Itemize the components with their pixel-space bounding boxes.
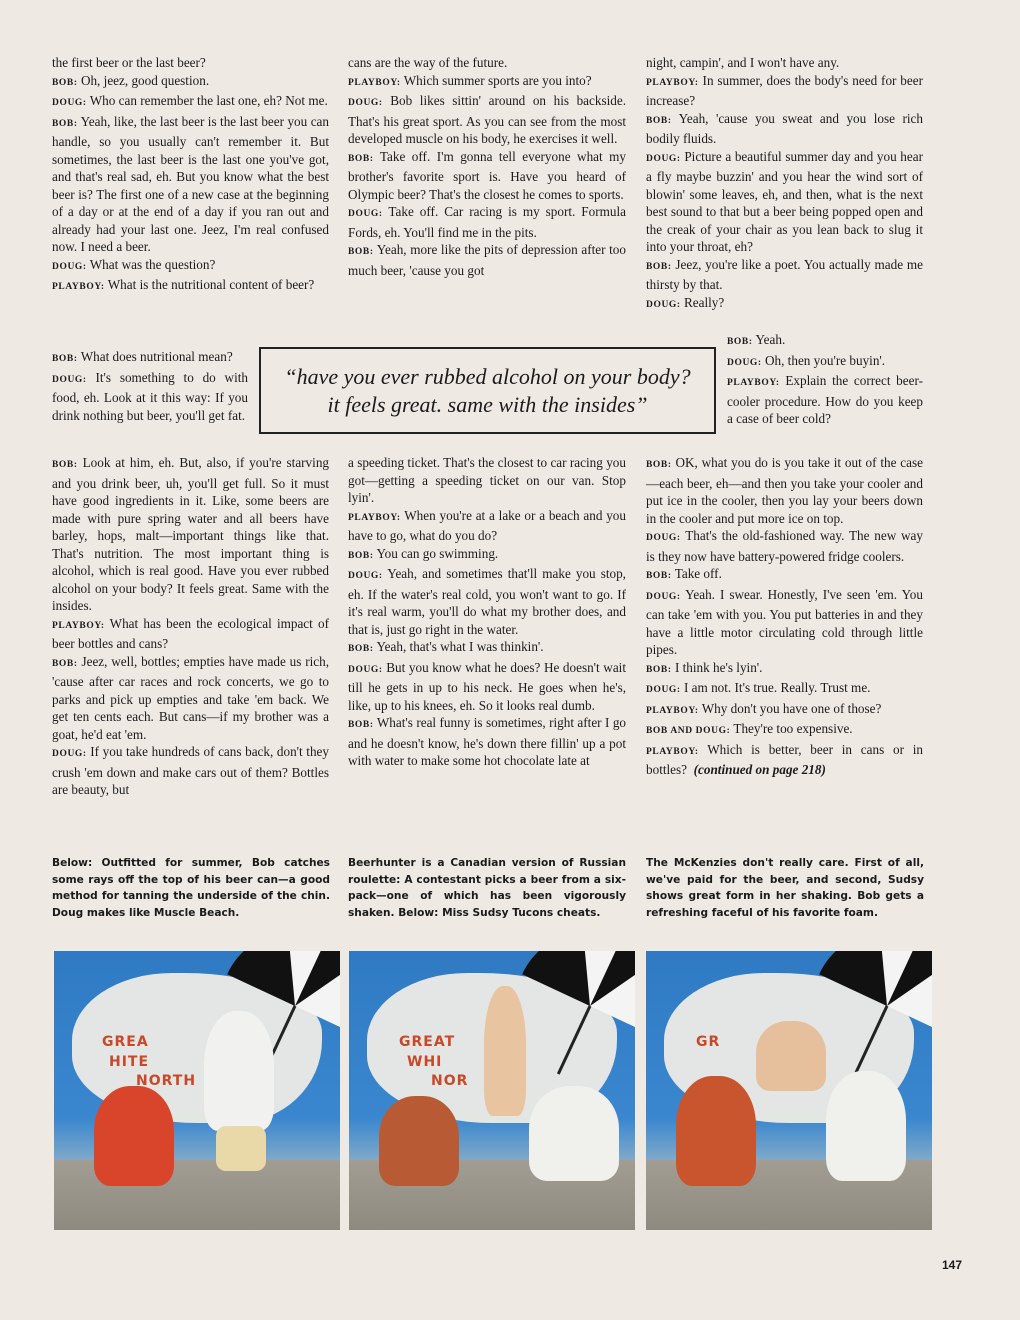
pull-quote-line-2: it feels great. same with the insides” — [327, 392, 648, 417]
pull-quote-line-1: “have you ever rubbed alcohol on your body? — [284, 364, 691, 389]
dialogue-paragraph — [646, 565, 923, 586]
speaker-label: DOUG: — [348, 98, 383, 108]
dialogue-paragraph — [52, 615, 329, 653]
person-seated — [676, 1076, 756, 1186]
dialogue-text: Take off. I'm gonna tell everyone what my brother's favorite sport is. Have you heard of Olympic beer? That's the closest he comes to sports. — [348, 148, 627, 202]
dialogue-text: They're too expensive. — [733, 721, 853, 736]
dialogue-text: When you're at a lake or a beach and you have to go, what do you do? — [348, 507, 626, 543]
dialogue-paragraph — [348, 545, 626, 566]
umbrella-icon — [812, 951, 932, 1081]
dialogue-paragraph — [646, 148, 923, 256]
dialogue-text: Oh, jeez, good question. — [80, 72, 210, 88]
dialogue-paragraph — [52, 348, 248, 369]
map-word: NORTH — [136, 1073, 197, 1089]
speaker-label: DOUG: — [348, 664, 383, 675]
umbrella-icon — [515, 951, 635, 1081]
photo-caption-left: Below: Outfitted for summer, Bob catches some rays off the top of his beer can—a good method for tanning the underside of the chin. Doug makes like Muscle Beach. — [52, 857, 330, 919]
dialogue-paragraph — [348, 148, 626, 204]
photo-caption-right: The McKenzies don't really care. First of all, we've paid for the beer, and second, Sudsy shows great form in her shaking. Bob gets a refreshing faceful of his favorite foam. — [646, 857, 924, 919]
speaker-label: PLAYBOY: — [348, 77, 401, 88]
dialogue-text: Explain the correct beer-cooler procedure. How do you keep a case of beer cold? — [727, 373, 923, 426]
dialogue-paragraph — [348, 714, 626, 770]
person-seated — [529, 1086, 619, 1181]
dialogue-text: Which summer sports are you into? — [403, 72, 592, 88]
continued-note: (continued on page 218) — [693, 762, 826, 777]
dialogue-paragraph — [646, 679, 923, 700]
dialogue-paragraph — [348, 638, 626, 659]
dialogue-paragraph — [646, 294, 923, 315]
dialogue-paragraph — [52, 454, 329, 615]
speaker-label: DOUG: — [727, 357, 762, 368]
speaker-label: BOB: — [52, 658, 78, 669]
photo-middle — [349, 951, 635, 1230]
dialogue-text: Jeez, well, bottles; empties have made us rich, 'cause after car races and rock concerts, we go to parks and pick up empties and take 'em back. We get ten cents each. But cans—if my brother was a goat, he'd eat 'em. — [52, 653, 329, 742]
dialogue-paragraph — [646, 527, 923, 565]
map-word: NOR — [431, 1073, 469, 1089]
dialogue-paragraph — [646, 110, 923, 148]
dialogue-text: night, campin', and I won't have any. — [646, 55, 840, 70]
speaker-label: BOB: — [52, 460, 78, 470]
dialogue-text: Look at him, eh. But, also, if you're starving and you drink beer, uh, you'll get full. So it must have good ingredients in it. Like, some beers are made with pure spring water and all beers have barley, hops, malt—important things like that. That's nutrition. The most important thing is alcohol, which is real good. Have you ever rubbed alcohol on your body? It feels great. Same with the insides. — [52, 455, 330, 613]
dialogue-paragraph — [727, 331, 923, 352]
dialogue-paragraph — [646, 659, 923, 680]
dialogue-paragraph — [727, 352, 923, 373]
photo-left — [54, 951, 340, 1230]
dialogue-text: What is the nutritional content of beer? — [107, 277, 315, 292]
dialogue-text: Really? — [683, 294, 725, 310]
speaker-label: DOUG: — [646, 533, 681, 543]
speaker-label: DOUG: — [646, 153, 681, 164]
speaker-label: PLAYBOY: — [646, 705, 699, 716]
speaker-label: BOB: — [348, 550, 374, 561]
dialogue-paragraph — [646, 54, 923, 72]
dialogue-paragraph — [646, 741, 923, 779]
dialogue-text: a speeding ticket. That's the closest to car racing you got—getting a speeding ticket on our van. Stop lyin'. — [348, 455, 626, 505]
speaker-label: PLAYBOY: — [348, 512, 401, 523]
speaker-label: DOUG: — [52, 374, 87, 385]
woman-leaning — [756, 1021, 826, 1091]
dialogue-paragraph — [646, 256, 923, 294]
dialogue-text: It's something to do with food, eh. Look at it this way: If you drink nothing but beer, you'll get fat. — [52, 369, 249, 423]
dialogue-text: Yeah, 'cause you sweat and you lose rich bodily fluids. — [646, 110, 923, 146]
dialogue-paragraph — [727, 372, 923, 428]
column-1-top — [52, 54, 329, 297]
dialogue-paragraph — [348, 92, 626, 148]
dialogue-text: What has been the ecological impact of beer bottles and cans? — [52, 615, 330, 651]
dialogue-paragraph — [52, 92, 329, 113]
dialogue-text: I am not. It's true. Really. Trust me. — [683, 680, 871, 695]
column-2-bottom — [348, 454, 626, 770]
dialogue-paragraph — [348, 72, 626, 93]
dialogue-text: If you take hundreds of cans back, don't they crush 'em down and make cars out of them? Bottles are beauty, but — [52, 744, 329, 797]
dialogue-paragraph — [52, 743, 329, 799]
speaker-label: DOUG: — [52, 98, 87, 108]
dialogue-text: Yeah, that's what I was thinkin'. — [376, 639, 544, 654]
dialogue-paragraph — [52, 72, 329, 93]
speaker-label: PLAYBOY: — [646, 746, 699, 757]
dialogue-text: OK, what you do is you take it out of the case—each beer, eh—and then you take your cooler and put ice in the cooler, then you lay your beers down in the cooler and put more ice on top. — [646, 455, 923, 526]
speaker-label: BOB: — [727, 337, 753, 347]
dialogue-text: Take off. Car racing is my sport. Formula Fords, eh. You'll find me in the pits. — [348, 204, 626, 240]
map-word: WHI — [407, 1054, 443, 1070]
dialogue-paragraph — [348, 54, 626, 72]
dialogue-paragraph — [52, 369, 248, 425]
speaker-label: BOB AND DOUG: — [646, 726, 731, 736]
dialogue-text: the first beer or the last beer? — [52, 55, 206, 70]
dialogue-paragraph — [52, 54, 329, 72]
woman-standing — [484, 986, 526, 1116]
speaker-label: BOB: — [646, 115, 672, 126]
speaker-label: PLAYBOY: — [646, 77, 699, 88]
dialogue-text: But you know what he does? He doesn't wait till he gets in up to his neck. He goes when he's, like, up to his knees, eh. So it looks real dumb. — [348, 659, 626, 713]
speaker-label: PLAYBOY: — [52, 282, 105, 292]
dialogue-text: Yeah, like, the last beer is the last beer you can handle, so you usually can't remember it. But sometimes, the last beer is the last one you've got, and that's real sad, eh. But you know what the best beer is? The first one of a new case at the beginning of a day or at the end of a day if you ran out and already had your last one. Jeez, I'm real confused now. I need a beer. — [52, 113, 329, 254]
column-1-bottom — [52, 454, 329, 799]
dialogue-text: That's the old-fashioned way. The new way is they now have battery-powered fridge coolers. — [646, 528, 923, 564]
dialogue-text: What's real funny is sometimes, right after I go and he doesn't know, he's down there fillin' up a pot with water to make some hot chocolate late at — [348, 715, 627, 768]
dialogue-text: Yeah, more like the pits of depression after too much beer, 'cause you got — [348, 242, 626, 278]
speaker-label: PLAYBOY: — [52, 620, 105, 631]
column-3-middle — [727, 331, 923, 428]
column-1-middle — [52, 348, 248, 424]
speaker-label: BOB: — [348, 644, 374, 654]
dialogue-paragraph — [348, 241, 626, 279]
dialogue-paragraph — [52, 113, 329, 256]
speaker-label: BOB: — [646, 261, 672, 272]
dialogue-text: Take off. — [674, 566, 722, 581]
speaker-label: DOUG: — [52, 749, 87, 759]
dialogue-text: You can go swimming. — [376, 545, 499, 561]
dialogue-text: Jeez, you're like a poet. You actually made me thirsty by that. — [646, 256, 923, 292]
person-seated — [826, 1071, 906, 1181]
speaker-label: DOUG: — [348, 571, 383, 581]
photo-right — [646, 951, 932, 1230]
shorts — [216, 1126, 266, 1171]
dialogue-text: Oh, then you're buyin'. — [764, 352, 886, 368]
speaker-label: BOB: — [348, 720, 374, 730]
speaker-label: DOUG: — [646, 299, 681, 310]
dialogue-paragraph — [52, 256, 329, 277]
speaker-label: DOUG: — [646, 685, 681, 695]
column-3-top — [646, 54, 923, 314]
dialogue-text: What does nutritional mean? — [80, 349, 233, 364]
dialogue-text: Bob likes sittin' around on his backside. That's his great sport. As you can see from the most developed muscle on his body, he exercises it well. — [348, 93, 626, 146]
pull-quote — [259, 347, 716, 434]
column-3-bottom — [646, 454, 923, 779]
dialogue-paragraph — [52, 653, 329, 744]
dialogue-paragraph — [348, 507, 626, 545]
map-word: GREAT — [399, 1034, 456, 1050]
dialogue-text: Yeah. I swear. Honestly, I've seen 'em. You can take 'em with you. You put batteries in and they have a little motor circulating cold through little pipes. — [646, 586, 923, 657]
map-word: HITE — [109, 1054, 150, 1070]
dialogue-paragraph — [52, 276, 329, 297]
speaker-label: BOB: — [52, 118, 78, 129]
dialogue-paragraph — [348, 659, 626, 715]
dialogue-text: In summer, does the body's need for beer increase? — [646, 72, 923, 108]
dialogue-paragraph — [646, 586, 923, 659]
speaker-label: BOB: — [348, 153, 374, 164]
speaker-label: BOB: — [646, 571, 672, 581]
speaker-label: PLAYBOY: — [727, 378, 780, 388]
speaker-label: DOUG: — [52, 261, 87, 272]
dialogue-text: Who can remember the last one, eh? Not me. — [89, 93, 328, 108]
speaker-label: DOUG: — [348, 209, 383, 219]
dialogue-text: I think he's lyin'. — [674, 659, 763, 675]
dialogue-paragraph — [348, 565, 626, 638]
photo-caption-middle: Beerhunter is a Canadian version of Russian roulette: A contestant picks a beer from a six-pack—one of which has been vigorously shaken. Below: Miss Sudsy Tucons cheats. — [348, 857, 626, 919]
speaker-label: BOB: — [646, 460, 672, 470]
dialogue-text: Why don't you have one of those? — [701, 700, 882, 716]
dialogue-paragraph — [646, 700, 923, 721]
speaker-label: BOB: — [646, 664, 672, 675]
speaker-label: BOB: — [348, 247, 374, 257]
speaker-label: BOB: — [52, 77, 78, 88]
person-seated — [379, 1096, 459, 1186]
dialogue-text: Yeah. — [755, 332, 786, 347]
dialogue-text: Which is better, beer in cans or in bottles? — [646, 741, 923, 777]
dialogue-text: Yeah, and sometimes that'll make you stop, eh. If the water's real cold, you won't want to go. If it's real warm, you'll do what my brother does, and that is, just go right in the water. — [348, 566, 626, 637]
person-standing — [204, 1011, 274, 1131]
dialogue-paragraph — [646, 720, 923, 741]
map-word: GREA — [102, 1034, 149, 1050]
speaker-label: BOB: — [52, 354, 78, 364]
dialogue-text: Picture a beautiful summer day and you hear a fly maybe buzzin' and you hear the wind sort of blowin' some leaves, eh, and then, what is the next best sound to that but a beer being popped open and the creak of your chair as you lean back to slug it into your throat, eh? — [646, 148, 923, 254]
speaker-label: DOUG: — [646, 591, 681, 602]
column-2-top — [348, 54, 626, 279]
dialogue-text: What was the question? — [89, 256, 216, 272]
dialogue-paragraph — [348, 454, 626, 507]
map-word: GR — [696, 1034, 721, 1050]
person-seated — [94, 1086, 174, 1186]
dialogue-paragraph — [646, 454, 923, 527]
page-number: 147 — [942, 1258, 963, 1272]
dialogue-paragraph — [646, 72, 923, 110]
dialogue-text: cans are the way of the future. — [348, 55, 508, 70]
dialogue-paragraph — [348, 203, 626, 241]
